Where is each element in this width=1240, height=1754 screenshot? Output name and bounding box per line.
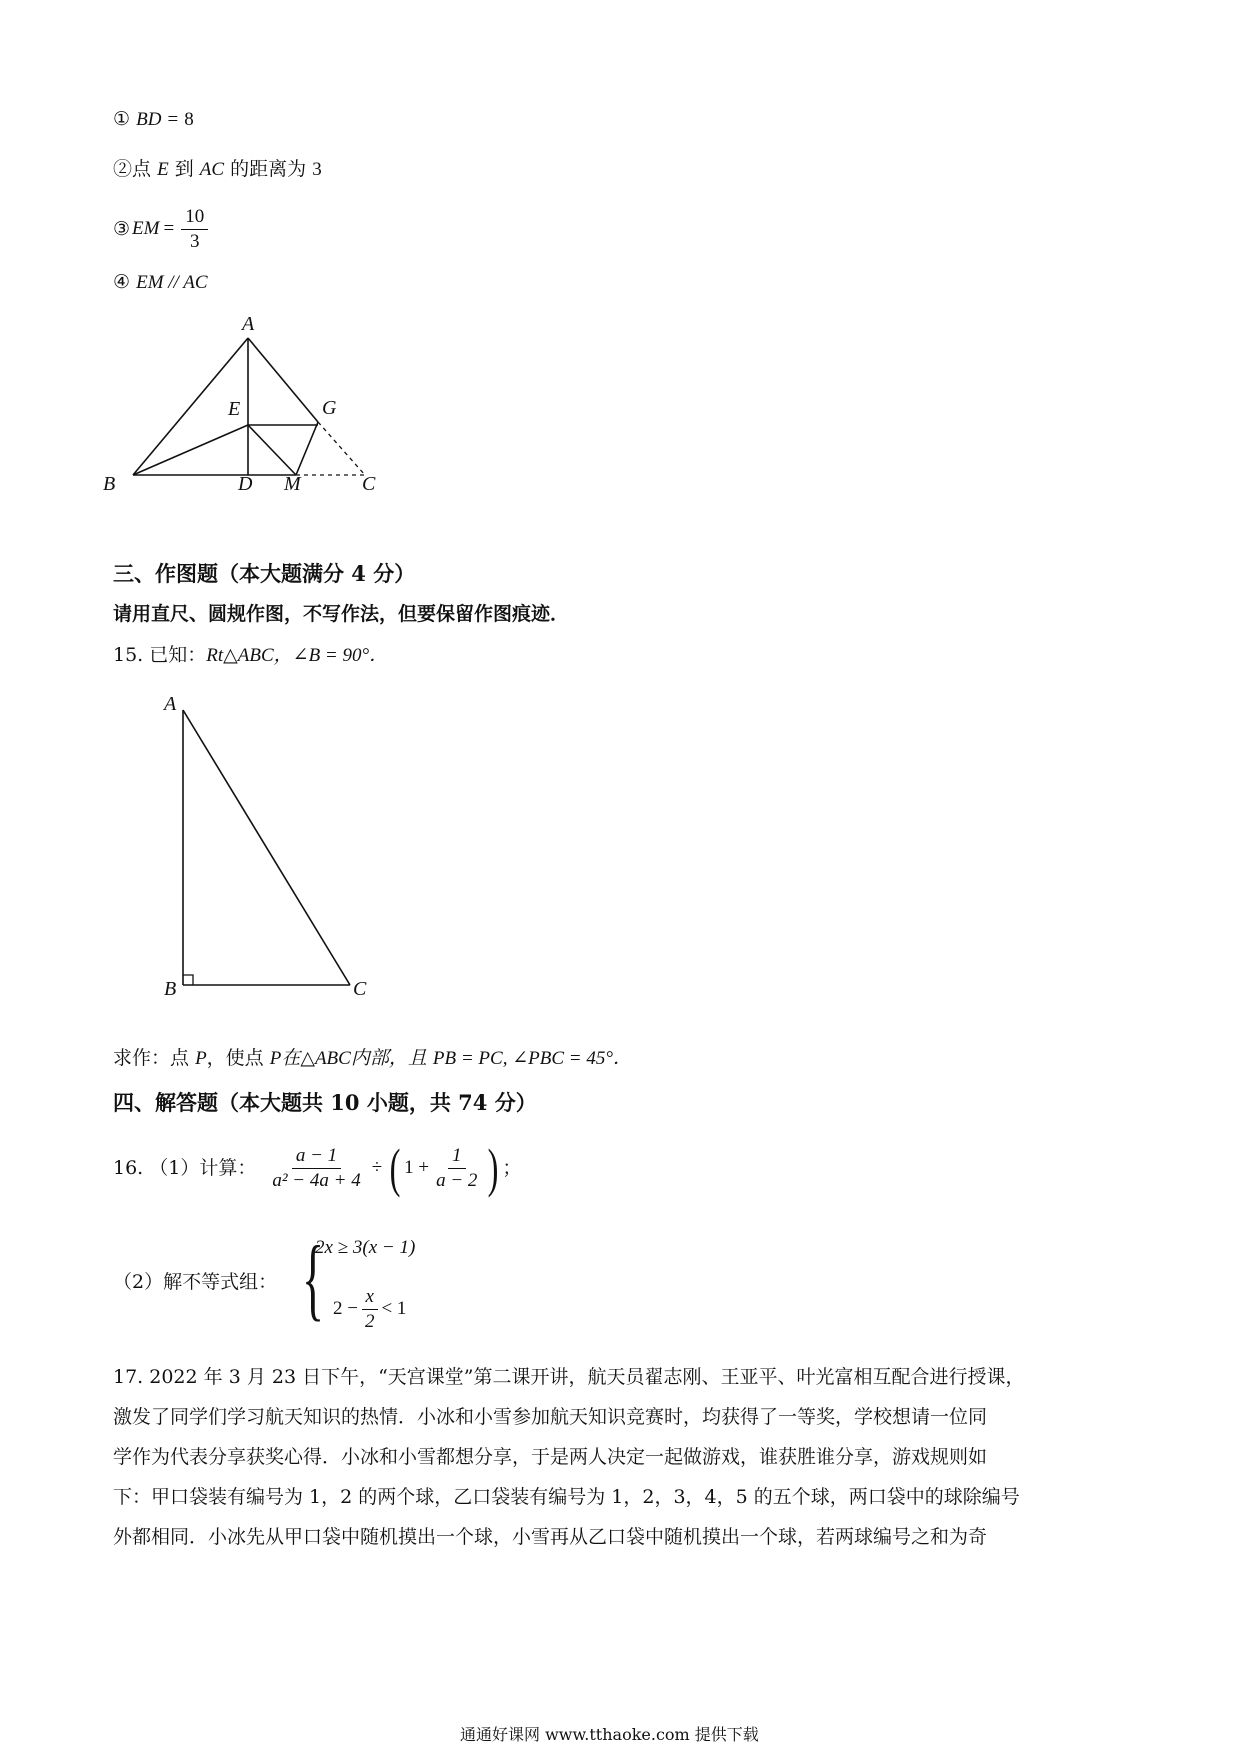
left-paren: ( bbox=[389, 1138, 401, 1198]
question-16-part-1: 16. （1）计算： $\frac{a - 1}{\text{a² − 4a + 4}}$ ÷ ( 1 + $\frac{1}{a - 2}$ ) ； bbox=[113, 1138, 522, 1198]
label-a: A bbox=[242, 313, 255, 335]
fraction-ten-thirds: $\frac{10}{3}$ bbox=[181, 206, 208, 253]
question-16-part-2: （2）解不等式组： { 2x ≥ 3(x − 1) 2 − $\frac{x}{2}$ < 1 bbox=[113, 1230, 533, 1340]
statement-4: ④ EM // AC bbox=[113, 271, 208, 293]
statement-1: ① BD = 8 bbox=[113, 108, 194, 130]
fraction-1: $\frac{a - 1}{\text{a² − 4a + 4}}$ bbox=[272, 1144, 361, 1191]
q17-line: 学作为代表分享获奖心得．小冰和小雪都想分享，于是两人决定一起做游戏，谁获胜谁分享，游戏规则如 bbox=[113, 1446, 988, 1468]
inequality-1: 2x ≥ 3(x − 1) bbox=[315, 1237, 416, 1258]
label-c: C bbox=[362, 473, 376, 495]
q17-line: 17. 2022 年 3 月 23 日下午，“天宫课堂”第二课开讲，航天员翟志刚、王亚平、叶光富相互配合进行授课， bbox=[113, 1366, 1025, 1388]
label-d: D bbox=[238, 473, 253, 495]
label-c: C bbox=[353, 978, 367, 1000]
label-a: A bbox=[164, 693, 177, 715]
question-17 bbox=[113, 1357, 1133, 1557]
section-3-instruction: 请用直尺、圆规作图，不写作法，但要保留作图痕迹． bbox=[113, 603, 570, 625]
label-g: G bbox=[322, 397, 337, 419]
inequality-2: 2 − $\frac{x}{2}$ < 1 bbox=[333, 1285, 407, 1332]
segment-gm bbox=[296, 422, 318, 475]
fraction-2: $\frac{1}{a - 2}$ bbox=[436, 1144, 478, 1191]
statement-3: ③ EM = $\frac{10}{3}$ bbox=[113, 200, 211, 258]
label-e: E bbox=[228, 398, 241, 420]
right-triangle-figure bbox=[150, 685, 390, 1005]
section-3-title: 三、作图题（本大题满分 4 分） bbox=[113, 561, 416, 586]
segment-em bbox=[248, 425, 296, 475]
segment-be bbox=[133, 425, 248, 475]
statement-2: ②点 E 到 AC 的距离为 3 bbox=[113, 158, 322, 180]
question-15-task: 求作：点 P，使点 P在△ABC内部，且 PB = PC, ∠PBC = 45°． bbox=[113, 1047, 632, 1069]
geometry-figure-triangle-aebgdmc bbox=[100, 310, 400, 500]
segment-gc-dashed bbox=[318, 422, 365, 475]
question-15-given: 15. 已知：Rt△ABC，∠B = 90°． bbox=[113, 644, 389, 666]
label-m: M bbox=[284, 473, 301, 495]
q17-line: 外都相同．小冰先从甲口袋中随机摸出一个球，小雪再从乙口袋中随机摸出一个球，若两球编号之和为奇 bbox=[113, 1526, 988, 1548]
segment-ag bbox=[248, 338, 318, 422]
side-ac bbox=[183, 710, 350, 985]
label-b: B bbox=[164, 978, 177, 1000]
fraction-x-over-2: $\frac{x}{2}$ bbox=[361, 1286, 379, 1333]
q17-line: 激发了同学们学习航天知识的热情．小冰和小雪参加航天知识竞赛时，均获得了一等奖，学校想请一位同 bbox=[113, 1406, 988, 1428]
right-paren: ) bbox=[488, 1138, 499, 1198]
section-4-title: 四、解答题（本大题共 10 小题，共 74 分） bbox=[113, 1090, 537, 1115]
right-angle-mark bbox=[183, 975, 193, 985]
q17-line: 下：甲口袋装有编号为 1，2 的两个球，乙口袋装有编号为 1，2，3，4，5 的五个球，两口袋中的球除编号 bbox=[113, 1486, 1020, 1508]
label-b: B bbox=[103, 473, 116, 495]
system-brace: { bbox=[302, 1227, 325, 1329]
page-footer: 通通好课网 www.tthaoke.com 提供下载 bbox=[460, 1725, 759, 1744]
